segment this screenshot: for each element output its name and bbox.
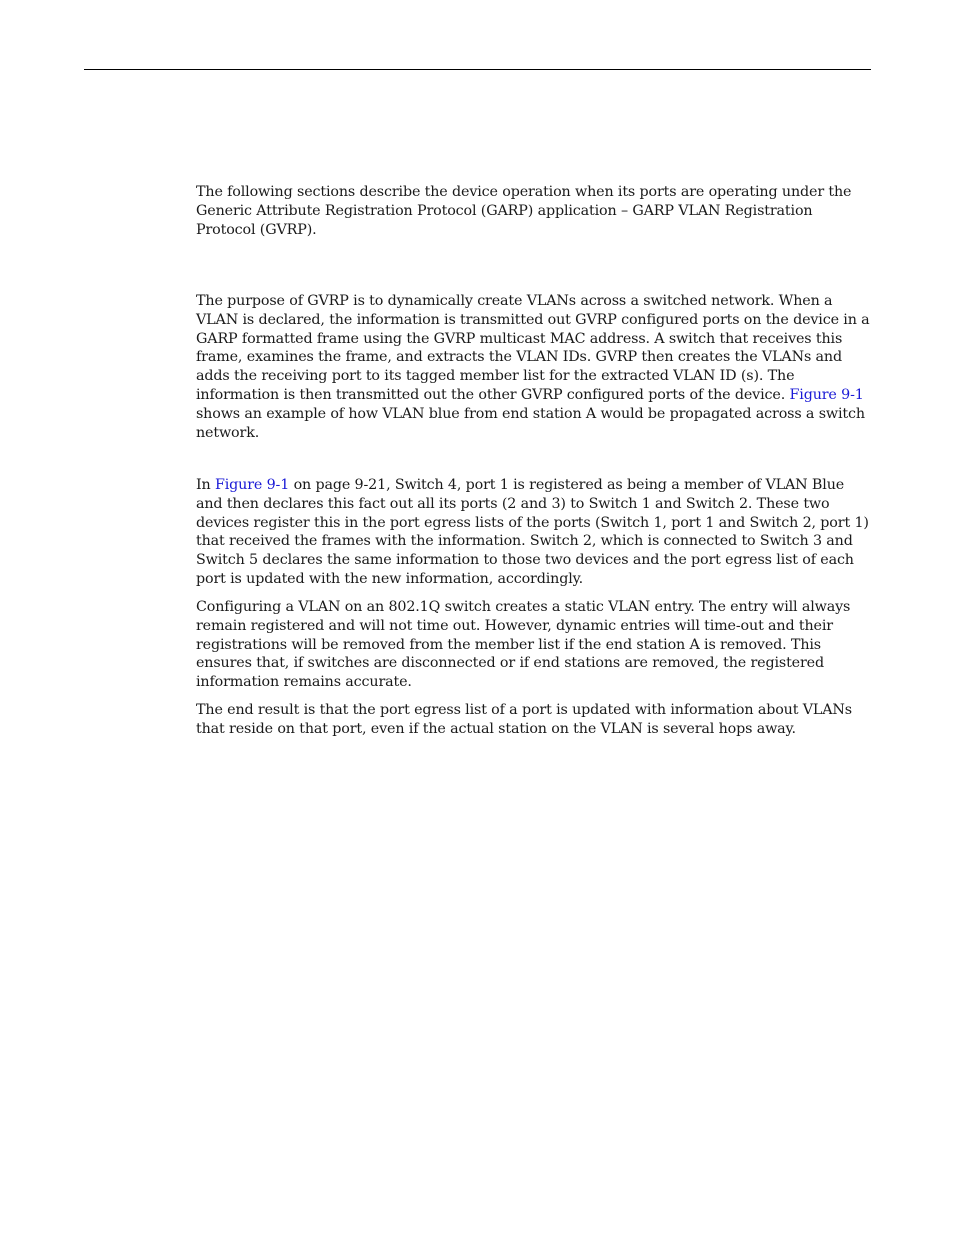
header-rule [84, 69, 871, 70]
purpose-paragraph [196, 292, 870, 442]
example-paragraph [196, 476, 870, 589]
static-entry-text: Configuring a VLAN on an 802.1Q switch creates a static VLAN entry. The entry will always remain registered and will not time out. However, dynamic entries will time-out and their registrations will be removed from the member list if the end station A is removed. This ensures that, if switches are disconnected or if end stations are removed, the registered information remains accurate. [196, 599, 851, 691]
static-entry-paragraph [196, 598, 870, 692]
end-result-text: The end result is that the port egress list of a port is updated with information about VLANs that reside on that port, even if the actual station on the VLAN is several hops away. [196, 702, 852, 737]
intro-text: The following sections describe the device operation when its ports are operating under the Generic Attribute Registration Protocol (GARP) application – GARP VLAN Registration Protocol (GVRP). [196, 184, 852, 238]
example-text-start: In [196, 477, 215, 493]
purpose-text-end: shows an example of how VLAN blue from end station A would be propagated across a switch network. [196, 405, 865, 441]
purpose-text-start: The purpose of GVRP is to dynamically create VLANs across a switched network. When a VLAN is declared, the information is transmitted out GVRP configured ports on the device in a GARP formatted frame using the GVRP multicast MAC address. A switch that receives this frame, examines the frame, and extracts the VLAN IDs. GVRP then creates the VLANs and adds the receiving port to its tagged member list for the extracted VLAN ID (s). The information is then transmitted out the other GVRP configured ports of the device. [196, 293, 870, 403]
figure-9-1-link[interactable]: Figure 9-1 [214, 477, 290, 493]
figure-9-1-link[interactable]: Figure 9-1 [789, 386, 864, 403]
end-result-paragraph [196, 701, 870, 739]
intro-paragraph [196, 183, 870, 239]
example-text-end: on page 9-21, Switch 4, port 1 is registered as being a member of VLAN Blue and then declares this fact out all its ports (2 and 3) to Switch 1 and Switch 2. These two devices register this in the port egress lists of the ports (Switch 1, port 1 and Switch 2, port 1) that received the frames with the information. Switch 2, which is connected to Switch 3 and Switch 5 declares the same information to those two devices and the port egress list of each port is updated with the new information, accordingly. [196, 477, 869, 587]
